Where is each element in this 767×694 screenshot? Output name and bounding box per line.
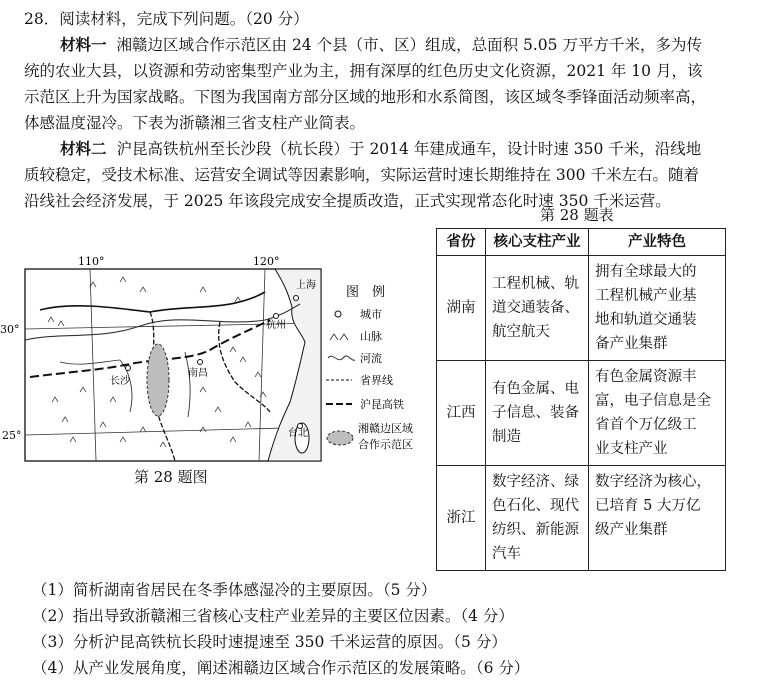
material-two-line-2: 质较稳定，受技术标准、运营安全调试等因素影响，实际运营时速长期维持在 300 千米左右。随着 [24, 166, 699, 184]
question-title: 28．阅读材料，完成下列问题。（20 分） [24, 10, 309, 28]
table-caption: 第 28 题表 [540, 206, 614, 224]
cooperation-region [147, 344, 169, 416]
lon-label-120: 120° [253, 255, 280, 268]
material-one [24, 32, 754, 136]
legend-region-icon [327, 431, 353, 445]
city-dot-changsha [126, 366, 131, 371]
map-legend [326, 285, 413, 451]
legend-river-icon [328, 356, 355, 360]
header-core: 核心支柱产业 [486, 229, 589, 256]
city-label-hangzhou: 杭州 [266, 320, 286, 331]
cell-province: 江西 [437, 361, 486, 466]
legend-river: 河流 [360, 352, 382, 365]
sub-question-2: （2）指出导致浙赣湘三省核心支柱产业差异的主要区位因素。（4 分） [32, 607, 514, 625]
map-caption: 第 28 题图 [134, 468, 208, 486]
legend-city: 城市 [360, 308, 382, 321]
table-row [437, 361, 726, 466]
cell-province: 浙江 [437, 466, 486, 571]
cell-core: 有色金属、电 子信息、装备 制造 [486, 361, 589, 466]
city-label-nanchang: 南昌 [188, 368, 208, 379]
cell-feature: 数字经济为核心， 已培育 5 大万亿 级产业集群 [589, 466, 726, 571]
cell-core: 数字经济、绿 色石化、现代 纺织、新能源 汽车 [486, 466, 589, 571]
legend-region-line2: 合作示范区 [358, 438, 413, 451]
map-svg [0, 252, 430, 467]
table-row [437, 256, 726, 361]
legend-boundary: 省界线 [360, 374, 393, 387]
table-header-row [437, 229, 726, 256]
legend-mountain: 山脉 [360, 330, 382, 343]
cell-core: 工程机械、轨 道交通装备、 航空航天 [486, 256, 589, 361]
lat-label-30: 30° [0, 323, 20, 336]
legend-mountain-icon [330, 334, 348, 340]
city-dot-shanghai [294, 296, 299, 301]
material-one-line-2: 统的农业大县，以资源和劳动密集型产业为主，拥有深厚的红色历史文化资源，2021 年 10 月，该 [24, 62, 703, 80]
header-feature: 产业特色 [589, 229, 726, 256]
material-two [24, 136, 754, 214]
sub-question-1: （1）简析湖南省居民在冬季体感湿冷的主要原因。（5 分） [32, 581, 437, 599]
material-two-label: 材料二 [60, 139, 107, 158]
city-dot-hangzhou [274, 314, 279, 319]
sub-question-3: （3）分析沪昆高铁杭长段时速提速至 350 千米运营的原因。（5 分） [32, 633, 507, 651]
legend-title: 图 例 [346, 285, 386, 300]
city-label-taipei: 台北 [288, 428, 308, 439]
material-one-line-3: 示范区上升为国家战略。下图为我国南方部分区域的地形和水系简图，该区域冬季锋面活动频率高， [24, 88, 707, 106]
legend-railway: 沪昆高铁 [360, 398, 404, 411]
material-one-line-4: 体感温度湿冷。下表为浙赣湘三省支柱产业简表。 [24, 114, 366, 132]
city-dot-nanchang [198, 360, 203, 365]
lon-label-110: 110° [78, 255, 105, 268]
lat-label-25: 25° [2, 429, 22, 442]
material-one-line-1: 材料一 湘赣边区域合作示范区由 24 个县（市、区）组成，总面积 5.05 万平方千米，多为传 [60, 35, 702, 54]
material-two-line-1: 材料二 沪昆高铁杭州至长沙段（杭长段）于 2014 年建成通车，设计时速 350 千米，沿线地 [60, 139, 702, 158]
header-province: 省份 [437, 229, 486, 256]
table-row [437, 466, 726, 571]
legend-region-line1: 湘赣边区域 [358, 422, 413, 435]
industry-table [436, 228, 726, 571]
material-one-label: 材料一 [60, 35, 107, 54]
map-figure [0, 252, 430, 492]
cell-province: 湖南 [437, 256, 486, 361]
sub-question-4: （4）从产业发展角度，阐述湘赣边区域合作示范区的发展策略。（6 分） [32, 659, 530, 677]
city-label-shanghai: 上海 [296, 280, 316, 291]
material-two-line-3: 沿线社会经济发展，于 2025 年该段完成安全提质改造，正式实现常态化时速 350 千米运营。 [24, 192, 671, 210]
cell-feature: 拥有全球最大的 工程机械产业基 地和轨道交通装 备产业集群 [589, 256, 726, 361]
cell-feature: 有色金属资源丰 富，电子信息是全 省首个万亿级工 业支柱产业 [589, 361, 726, 466]
legend-city-icon [335, 311, 341, 317]
city-label-changsha: 长沙 [110, 376, 130, 387]
